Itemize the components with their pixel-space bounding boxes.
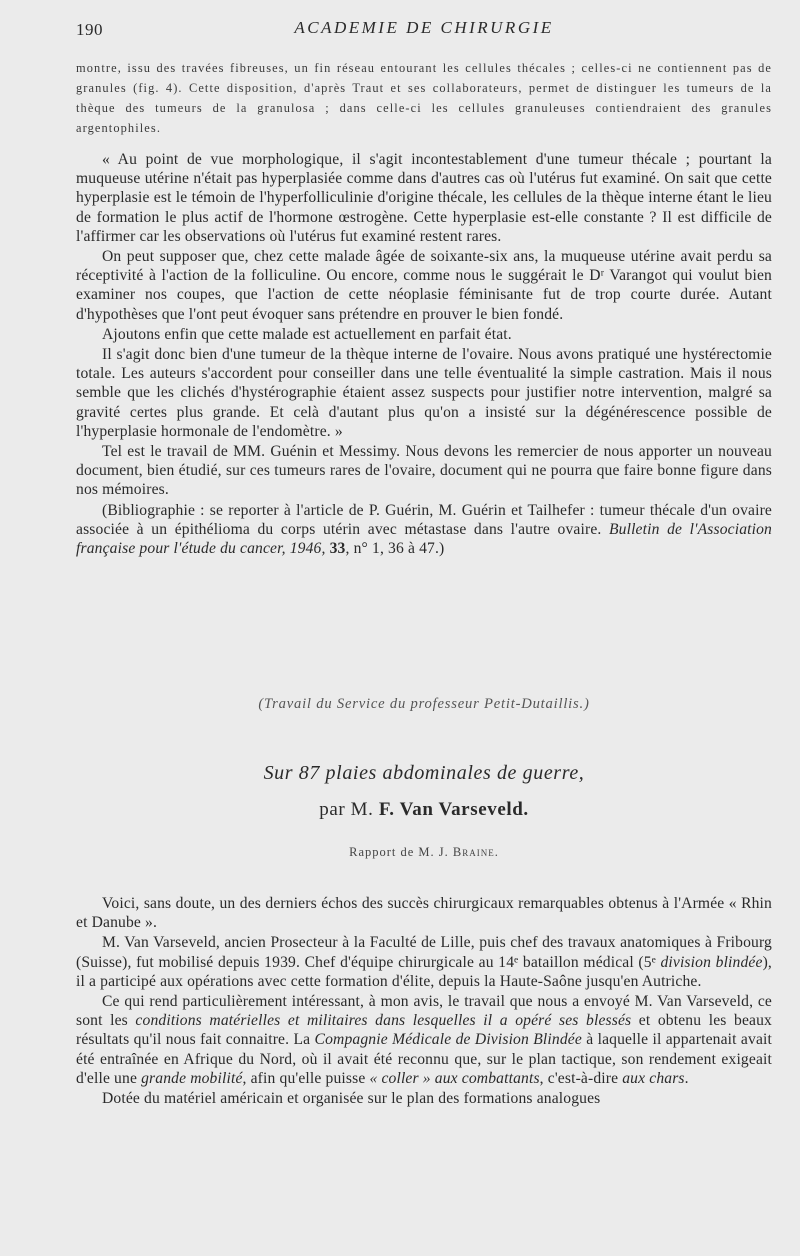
italic-run: division blindée	[660, 953, 763, 971]
article-paragraph: Voici, sans doute, un des derniers échos des succès chirurgicaux remarquables obtenus à l'Armée « Rhin et Danube ».	[76, 895, 772, 932]
quoted-conclusion	[76, 150, 772, 558]
bibliography	[76, 501, 772, 559]
text-run: ), il a participé aux opérations avec cette formation d'élite, depuis la Haute-Saône jusqu'en Autriche.	[76, 953, 772, 990]
running-title: ACADEMIE DE CHIRURGIE	[294, 18, 554, 37]
article-author: F. Van Varseveld.	[378, 799, 529, 820]
quote-paragraph: « Au point de vue morphologique, il s'agit incontestablement d'une tumeur thécale ; pourtant la muqueuse utérine n'était pas hyperplasiée comme dans d'autres cas où l'utérus fut examiné. On sait que cette hyperplasie est le témoin de l'hyperfolliculinie d'origine thécale, les cellules de la thèque interne étant le lieu de formation le plus actif de l'hormone œstrogène. Cette hyperplasie est-elle constante ? Il est difficile de l'affirmer car les observations où l'utérus fut examiné restent rares.	[76, 151, 772, 245]
quote-paragraph: On peut supposer que, chez cette malade âgée de soixante-six ans, la muqueuse utérine avait perdu sa réceptivité à l'action de la folliculine. Ou encore, comme nous le suggérait le Dʳ Varangot qui voulut bien examiner nos coupes, que l'action de cette néoplasie féminisante fut de trop courte durée. Autant d'hypothèses que l'ont peut évoquer sans prétendre en prouver le bien fondé.	[76, 248, 772, 323]
quote-paragraph: Il s'agit donc bien d'une tumeur de la thèque interne de l'ovaire. Nous avons pratiqué une hystérectomie totale. Les auteurs s'accordent pour conseiller dans une telle éventualité la simple castration. Mais il nous semble que les clichés d'hystérographie étaient assez suspects pour justifier notre intervention, malgré sa gravité certes plus grande. Et celà d'autant plus qu'on a insisté sur la dégénérescence possible de l'hyperplasie hormonale de l'endomètre. »	[76, 346, 772, 440]
article-paragraph	[76, 992, 772, 1088]
quote-paragraph: Ajoutons enfin que cette malade est actuellement en parfait état.	[102, 325, 512, 343]
rapport-prefix: Rapport de M. J.	[349, 845, 453, 859]
italic-run: « coller » aux combattants	[369, 1069, 540, 1087]
text-run: Ce qui rend particulièrement intéressant, à mon avis, le travail que nous a envoyé M. Van Varseveld, ce sont les	[76, 993, 772, 1030]
text-run: et obtenu les beaux résultats qu'il nous fait connaitre. La	[76, 1012, 772, 1049]
text-run: à laquelle il appartenait avait été entraînée en Afrique du Nord, où il avait été reconnu que, sur le plan tactique, son rendement exigeait d'elle une	[76, 1031, 772, 1087]
italic-run: aux chars	[622, 1069, 685, 1087]
italic-run: grande mobilité	[141, 1069, 243, 1087]
text-run: , afin qu'elle puisse	[242, 1069, 370, 1087]
bibliography-journal: Bulletin de l'Association française pour l'étude du cancer	[76, 520, 772, 558]
service-credit: (Travail du Service du professeur Petit-Dutaillis.)	[258, 696, 590, 712]
page-number: 190	[76, 20, 103, 39]
bibliography-volume: 33	[329, 540, 346, 558]
article-title: Sur 87 plaies abdominales de guerre,	[263, 762, 585, 784]
bibliography-text: (Bibliographie : se reporter à l'article de P. Guérin, M. Guérin et Tailhefer : tumeur thécale d'un ovaire associée à un épithélioma du corps utérin avec métastase dans l'autre ovaire.	[76, 501, 772, 538]
rapporteur-name: Braine	[452, 845, 495, 859]
italic-run: conditions matérielles et militaires dans lesquelles il a opéré ses blessés	[135, 1012, 632, 1030]
rapport-line	[76, 845, 772, 860]
page-header	[76, 14, 772, 44]
bibliography-year: , 1946,	[281, 540, 330, 558]
article-paragraph	[76, 933, 772, 991]
text-run: , c'est-à-dire	[539, 1069, 623, 1087]
text-run: .	[684, 1069, 689, 1087]
italic-run: Compagnie Médicale de Division Blindée	[314, 1031, 582, 1049]
article-byline	[76, 799, 772, 821]
bibliography-pages: , n° 1, 36 à 47.)	[345, 540, 445, 558]
article-heading	[76, 762, 772, 860]
intro-block	[76, 58, 772, 138]
intro-paragraph: montre, issu des travées fibreuses, un fin réseau entourant les cellules thécales ; celles-ci ne contiennent pas de granules (fig. 4). Cette disposition, d'après Traut et ses collaborateurs, permet de distinguer les tumeurs de la thèque des tumeurs de la granulosa ; dans celle-ci les cellules granuleuses contiendraient des granules argentophiles.	[76, 61, 772, 135]
byline-prefix: par M.	[319, 799, 379, 820]
text-run: M. Van Varseveld, ancien Prosecteur à la Faculté de Lille, puis chef des travaux anatomiques à Fribourg (Suisse), fut mobilisé depuis 1939. Chef d'équipe chirurgicale au 14ᵉ bataillon médical (5ᵉ	[76, 934, 772, 971]
article-body	[76, 894, 772, 1108]
credit-block	[76, 696, 772, 713]
rapporteur-comment: Tel est le travail de MM. Guénin et Messimy. Nous devons les remercier de nous apporter un nouveau document, bien étudié, sur ces tumeurs rares de l'ovaire, document qui ne pourra que faire bonne figure dans nos mémoires.	[76, 443, 772, 499]
rapport-suffix: .	[494, 845, 499, 859]
article-paragraph: Dotée du matériel américain et organisée sur le plan des formations analogues	[102, 1090, 601, 1108]
